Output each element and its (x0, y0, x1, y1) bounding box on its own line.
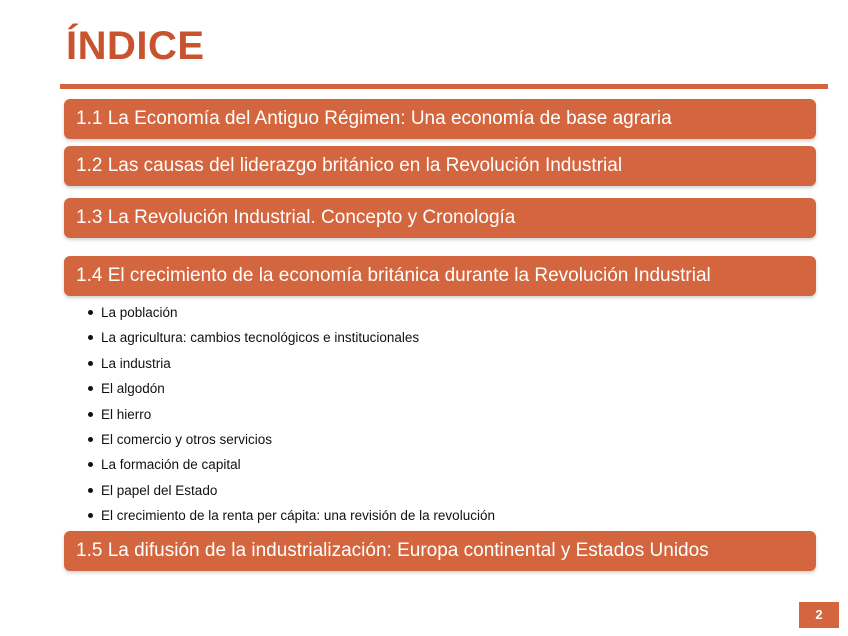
bullet-icon (88, 361, 93, 366)
subitem-agricultura (88, 325, 495, 350)
subitem-label: La industria (101, 355, 171, 371)
section-1-3-bar: 1.3 La Revolución Industrial. Concepto y Cronología (64, 198, 816, 238)
subitem-label: La población (101, 305, 178, 320)
subitem-label: La agricultura: cambios tecnológicos e institucionales (101, 330, 420, 346)
slide-number: 2 (799, 602, 839, 628)
subitem-label: El comercio y otros servicios (101, 431, 273, 447)
subitem-label: El papel del Estado (101, 482, 218, 498)
subitem-label: La formación de capital (101, 457, 241, 473)
bullet-icon (88, 412, 93, 417)
bullet-icon (88, 488, 93, 493)
section-1-4-subitems (88, 300, 495, 529)
bullet-icon (88, 335, 93, 340)
bullet-icon (88, 462, 93, 467)
subitem-renta (88, 503, 495, 528)
subitem-comercio (88, 427, 495, 452)
bullet-icon (88, 386, 93, 391)
page-title: ÍNDICE (66, 24, 205, 68)
subitem-label: El crecimiento de la renta per cápita: una revisión de la revolución (101, 508, 495, 524)
subitem-poblacion (88, 300, 495, 325)
subitem-label: El algodón (101, 381, 165, 397)
subitem-hierro (88, 402, 495, 427)
section-1-4-bar: 1.4 El crecimiento de la economía británica durante la Revolución Industrial (64, 256, 816, 296)
subitem-capital (88, 452, 495, 477)
section-1-2-bar: 1.2 Las causas del liderazgo británico en la Revolución Industrial (64, 146, 816, 186)
subitem-algodon (88, 376, 495, 401)
subitem-estado (88, 478, 495, 503)
bullet-icon (88, 513, 93, 518)
bullet-icon (88, 310, 93, 315)
subitem-label: El hierro (101, 406, 152, 422)
section-1-5-bar: 1.5 La difusión de la industrialización: Europa continental y Estados Unidos (64, 531, 816, 571)
bullet-icon (88, 437, 93, 442)
section-1-1-bar: 1.1 La Economía del Antiguo Régimen: Una economía de base agraria (64, 99, 816, 139)
title-divider (60, 84, 828, 89)
subitem-industria (88, 351, 495, 376)
